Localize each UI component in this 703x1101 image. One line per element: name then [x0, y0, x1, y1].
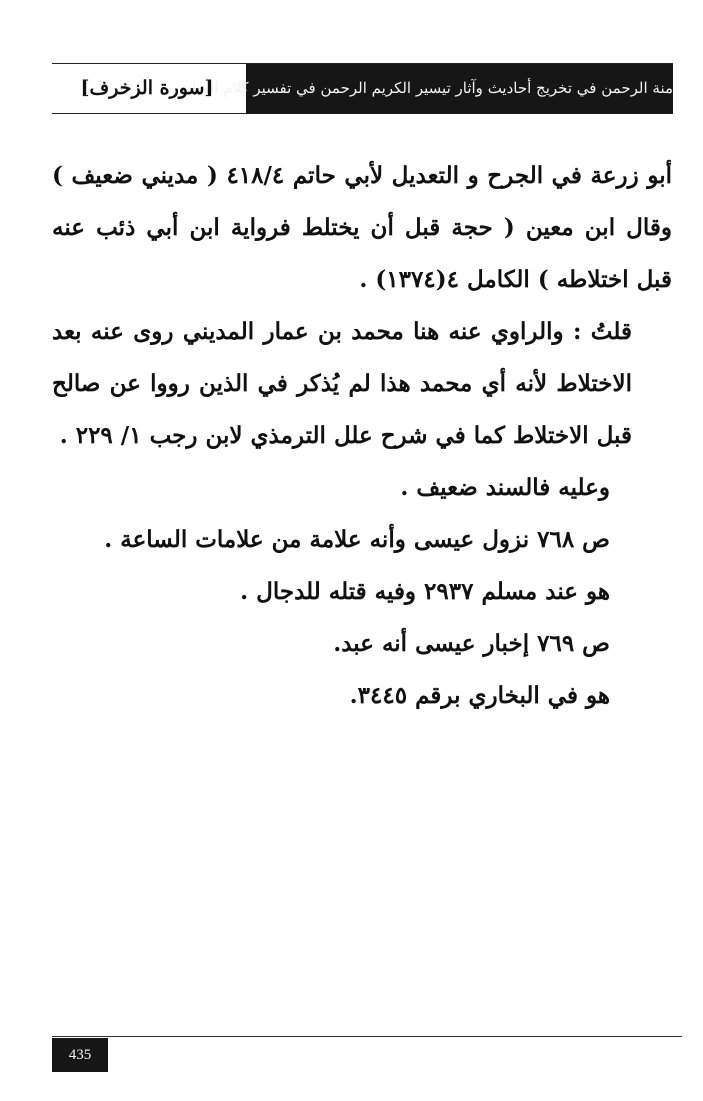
- paragraph: قلتُ : والراوي عنه هنا محمد بن عمار المديني روى عنه بعد الاختلاط لأنه أي محمد هذا لم يُذكر في الذين رووا عن صالح قبل الاختلاط كما في شرح علل الترمذي لابن رجب ١/ ٢٢٩ .: [52, 318, 632, 449]
- paragraph: وعليه فالسند ضعيف .: [400, 474, 610, 501]
- paragraph: ص ٧٦٨ نزول عيسى وأنه علامة من علامات الساعة .: [104, 526, 610, 553]
- book-title: منة الرحمن في تخريج أحاديث وآثار تيسير الكريم الرحمن في تفسير كلام المنان: [246, 64, 673, 113]
- paragraph: أبو زرعة في الجرح و التعديل لأبي حاتم ٤١٨/٤ ( مديني ضعيف ) وقال ابن معين ( حجة قبل أن يختلط فرواية ابن أبي ذئب عنه قبل اختلاطه ) الكامل ٤(١٣٧٤) .: [52, 162, 672, 293]
- page-number: 435: [52, 1038, 108, 1072]
- running-header: [52, 63, 673, 114]
- paragraph: هو في البخاري برقم ٣٤٤٥.: [349, 682, 610, 709]
- footer-rule: [52, 1036, 682, 1037]
- paragraph: هو عند مسلم ٢٩٣٧ وفيه قتله للدجال .: [240, 578, 610, 605]
- surah-title: [سورة الزخرف]: [80, 77, 214, 99]
- page-body: [52, 150, 672, 722]
- paragraph: ص ٧٦٩ إخبار عيسى أنه عبد.: [333, 630, 610, 657]
